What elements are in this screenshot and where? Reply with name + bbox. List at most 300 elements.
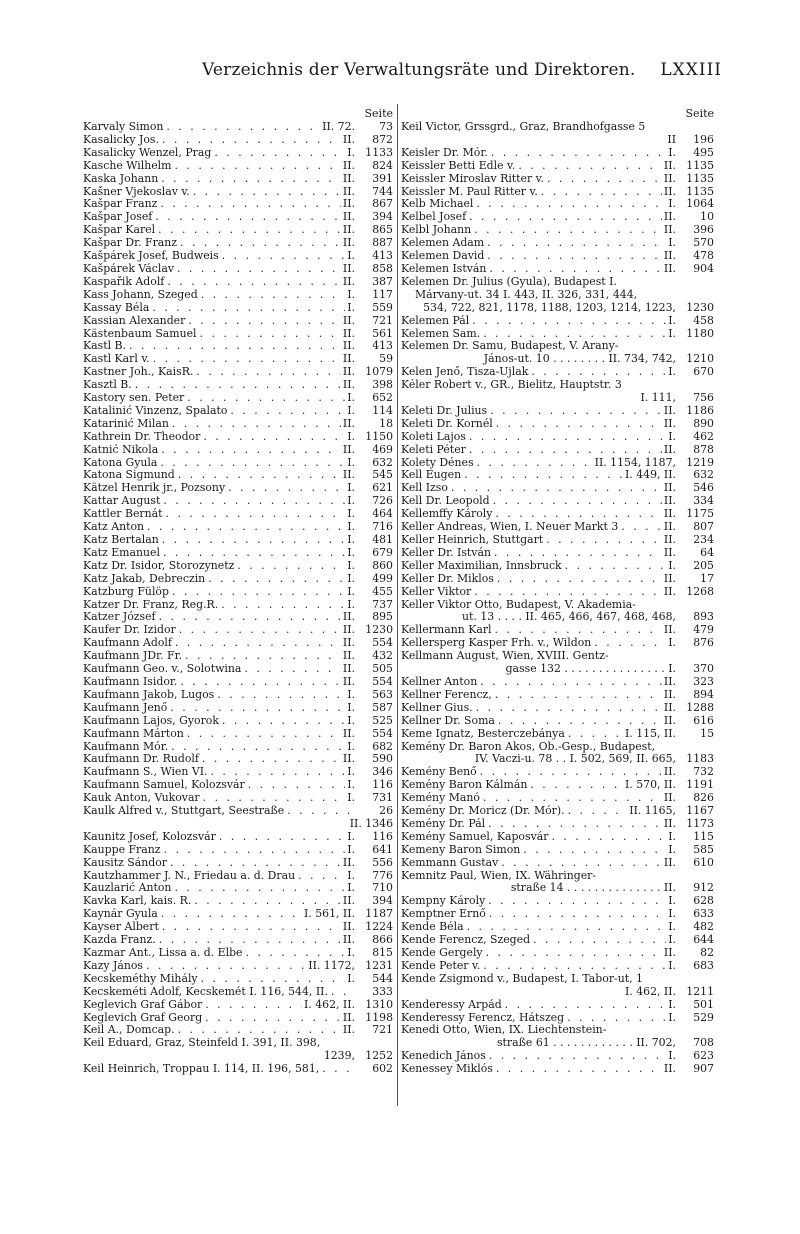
entry-page: 756 (693, 391, 714, 405)
entry-volume: I. (668, 237, 676, 250)
index-entry (83, 160, 393, 173)
leader-dots (184, 392, 345, 405)
leader-dots (548, 831, 666, 844)
entry-page: 1167 (686, 805, 714, 818)
index-entry (83, 689, 393, 702)
entry-name: Kelemen Dr. Julius (Gyula), Budapest I. (401, 275, 617, 288)
entry-page: 1064 (686, 198, 714, 211)
entry-name: Katz Anton (83, 521, 145, 534)
leader-dots (172, 637, 341, 650)
leader-dots (491, 547, 662, 560)
leader-dots (191, 895, 341, 908)
entry-volume: I. 570, II. (624, 779, 676, 792)
page-header (82, 60, 722, 88)
leader-dots (473, 198, 666, 211)
entry-page: 858 (372, 262, 393, 275)
entry-page: 398 (372, 379, 393, 392)
entry-page: 1230 (686, 300, 714, 314)
entry-page: 570 (693, 237, 714, 250)
entry-page: 865 (372, 224, 393, 237)
entry-volume: II. (663, 404, 676, 417)
entry-page: 554 (372, 637, 393, 650)
entry-name: Kende Béla (401, 921, 464, 934)
entry-page: 1175 (686, 508, 714, 521)
entry-name: Keleti Dr. Julius (401, 404, 488, 417)
entry-name: Kašpar Josef (83, 211, 153, 224)
continuation-text: 534, 722, 821, 1178, 1188, 1203, 1214, 1223, (423, 300, 676, 314)
index-entry (401, 173, 714, 186)
entry-volume: I. (347, 740, 355, 753)
entry-volume: I. (668, 998, 676, 1011)
entry-name: Kasche Wilhelm (83, 159, 172, 172)
entry-name: Keleti Dr. Kornél (401, 417, 493, 430)
entry-volume: II. (663, 766, 676, 779)
entry-volume: II. (663, 534, 676, 546)
index-entry (83, 753, 393, 766)
entry-volume: I. (347, 146, 355, 159)
entry-name: Kemptner Ernő (401, 908, 486, 921)
entry-page: 26 (379, 805, 393, 818)
entry-page: 505 (372, 663, 393, 676)
entry-volume: I. (347, 688, 355, 701)
index-entry (401, 973, 714, 986)
leader-dots (143, 960, 306, 973)
entry-name: Kasalicky Wenzel, Prag (83, 146, 212, 159)
entry-page: 1310 (365, 998, 393, 1011)
entry-volume: II. (342, 637, 355, 650)
entry-volume: I. (347, 456, 355, 469)
entry-volume: I. 462, II. (303, 998, 355, 1011)
entry-volume: I. 449, II. (624, 469, 676, 482)
index-entry (83, 521, 393, 534)
entry-page: 628 (693, 895, 714, 908)
leader-dots (200, 792, 346, 805)
entry-page: 333 (372, 985, 393, 998)
entry-name: Kemnitz Paul, Wien, IX. Währinger- (401, 869, 597, 882)
leader-dots (284, 805, 353, 818)
entry-name: Kaska Johann (83, 172, 159, 185)
index-entry (83, 999, 393, 1012)
entry-name: Kellermann Karl (401, 624, 492, 637)
entry-name: Katalinić Vinzenz, Spalato (83, 404, 228, 417)
leader-dots (486, 908, 666, 921)
index-entry (401, 921, 714, 934)
index-entry (83, 934, 393, 947)
entry-volume: I. (347, 534, 355, 546)
entry-name: Kašpar Dr. Franz (83, 237, 178, 250)
entry-volume: II. (342, 650, 355, 663)
index-entry (83, 741, 393, 754)
entry-volume: I. (347, 404, 355, 417)
entry-page: 413 (372, 340, 393, 353)
leader-dots (185, 315, 341, 328)
index-entry (401, 431, 714, 444)
leader-dots (471, 586, 662, 599)
index-entry (401, 534, 714, 547)
entry-continuation (401, 1037, 714, 1050)
entry-page: 876 (693, 637, 714, 650)
entry-name: Keil Victor, Grssgrd., Graz, Brandhofgasse 5 (401, 121, 646, 133)
entry-name: Kelbel Josef (401, 211, 467, 224)
leader-dots (200, 431, 345, 444)
entry-name: Keme Ignatz, Besterczebánya (401, 727, 565, 740)
entry-page: 716 (372, 521, 393, 534)
entry-volume: II. (342, 159, 355, 172)
leader-dots (163, 121, 320, 134)
index-entry (83, 353, 393, 366)
entry-volume: I. (668, 908, 676, 921)
leader-dots (227, 405, 345, 418)
entry-name: Kenessey Miklós (401, 1063, 493, 1076)
entry-volume: II. (342, 366, 355, 379)
index-entry (83, 392, 393, 405)
entry-volume: I. (347, 843, 355, 856)
entry-name: Keil A., Domcap. (83, 1024, 175, 1037)
index-entry (83, 766, 393, 779)
entry-name: Kemény Dr. Baron Akos, Ob.-Gesp., Budapest, (401, 740, 656, 753)
entry-page: 18 (379, 417, 393, 430)
entry-name: Kass Johann, Szeged (83, 288, 198, 301)
leader-dots (160, 547, 345, 560)
entry-page: 1133 (365, 146, 393, 159)
entry-name: Kell Izso (401, 482, 448, 495)
entry-page: 1180 (686, 327, 714, 340)
leader-dots (126, 340, 341, 353)
leader-dots (169, 418, 341, 431)
leader-dots (202, 1012, 341, 1025)
entry-page: 872 (372, 133, 393, 146)
entry-page: 114 (372, 404, 393, 417)
entry-page: 1230 (365, 624, 393, 637)
index-entry (401, 263, 714, 276)
entry-name: Kelb Michael (401, 198, 474, 211)
continuation-text: straße 14 . . . . . . . . . . . . . . II. (510, 881, 676, 895)
entry-page: 890 (693, 417, 714, 430)
leader-dots (591, 637, 666, 650)
index-entry (83, 405, 393, 418)
index-entry (83, 469, 393, 482)
index-entry (83, 586, 393, 599)
entry-name: Keglevich Graf Georg (83, 1011, 203, 1024)
entry-volume: I. 115, II. (624, 727, 676, 740)
entry-page: 737 (372, 598, 393, 611)
entry-page: 458 (693, 314, 714, 327)
index-entry (401, 637, 714, 650)
entry-page: 708 (693, 1036, 714, 1050)
leader-dots (158, 444, 341, 457)
entry-page: 641 (372, 843, 393, 856)
entry-name: Kenedich János (401, 1050, 486, 1063)
leader-dots (490, 495, 662, 508)
index-entry (83, 1063, 393, 1076)
entry-name: Kaufmann Geo. v., Solotwina (83, 663, 242, 676)
entry-page: 115 (693, 830, 714, 843)
entry-volume: I. (668, 959, 676, 972)
index-entry (83, 366, 393, 379)
index-entry (83, 857, 393, 870)
leader-dots (488, 147, 666, 160)
index-entry (83, 250, 393, 263)
entry-volume: II. (663, 417, 676, 430)
index-entry (83, 276, 393, 289)
index-entry (83, 882, 393, 895)
leader-dots (466, 431, 666, 444)
entry-name: Kelemen István (401, 262, 487, 275)
index-entry (83, 457, 393, 470)
entry-volume: I. (347, 869, 355, 882)
entry-page: 544 (372, 972, 393, 985)
entry-page: 323 (693, 675, 714, 688)
entry-name: Kastl Karl v. (83, 353, 150, 366)
entry-volume: II. (342, 262, 355, 275)
entry-page: 525 (372, 714, 393, 727)
entry-page: 432 (372, 650, 393, 663)
entry-volume: I. (347, 830, 355, 843)
entry-name: Keil Heinrich, Troppau I. 114, II. 196, 581, (83, 1063, 320, 1076)
entry-name: Kauk Anton, Vukovar (83, 792, 200, 805)
leader-dots (473, 702, 662, 715)
index-entry (401, 160, 714, 173)
leader-dots (562, 560, 667, 573)
index-entry (401, 121, 714, 134)
entry-name: Kätzel Henrik jr., Pozsony (83, 482, 226, 495)
leader-dots (461, 469, 623, 482)
leader-dots (205, 573, 345, 586)
entry-name: Kästenbaum Samuel (83, 327, 197, 340)
entry-name: Katona Gyula (83, 456, 158, 469)
entry-continuation (401, 611, 714, 624)
entry-name: Kemény Baron Kálmán (401, 779, 528, 792)
index-entry (83, 508, 393, 521)
entry-name: Kellner Anton (401, 675, 478, 688)
index-entry (401, 1012, 714, 1025)
leader-dots (225, 482, 345, 495)
index-entry (401, 315, 714, 328)
index-entry (401, 831, 714, 844)
entry-name: Keller Maximilian, Innsbruck (401, 559, 562, 572)
index-entry (401, 521, 714, 534)
entry-name: Kellner Ferencz, (401, 688, 492, 701)
entry-name: Kathrein Dr. Theodor (83, 430, 201, 443)
leader-dots (565, 728, 623, 741)
entry-volume: II. (663, 224, 676, 237)
entry-page: 464 (372, 508, 393, 521)
entry-page: 1186 (686, 404, 714, 417)
entry-name: Kenderessy Arpád (401, 998, 502, 1011)
entry-name: Katarinić Milan (83, 417, 169, 430)
entry-page: 590 (372, 753, 393, 766)
entry-volume: II. (342, 1024, 355, 1037)
index-column-left (83, 106, 393, 1076)
index-entry (83, 173, 393, 186)
leader-dots (132, 379, 341, 392)
entry-page: 82 (700, 947, 714, 959)
entry-volume: II. (663, 947, 676, 959)
entry-name: Kašpar Karel (83, 224, 156, 237)
leader-dots (477, 766, 662, 779)
leader-dots (538, 186, 662, 199)
entry-volume: II. (342, 314, 355, 327)
entry-name: Kende Zsigmond v., Budapest, I. Tabor-ut, 1 (401, 972, 643, 985)
index-entry (401, 728, 714, 741)
entry-name: Kenderessy Ferencz, Hátszeg (401, 1011, 565, 1024)
index-entry (83, 728, 393, 741)
index-entry (83, 121, 393, 134)
index-entry (401, 211, 714, 224)
entry-volume: II. (342, 211, 355, 224)
entry-page: 554 (372, 727, 393, 740)
entry-name: Kaufmann Isidor. (83, 675, 178, 688)
index-entry (401, 934, 714, 947)
entry-name: Kende Peter v. (401, 959, 481, 972)
entry-name: Kastl B. (83, 340, 127, 353)
entry-volume: I. (347, 766, 355, 779)
index-entry (401, 586, 714, 599)
index-entry (83, 986, 393, 999)
entry-page: 545 (372, 469, 393, 482)
entry-page: 610 (693, 856, 714, 869)
entry-page: 895 (372, 611, 393, 624)
index-entry (83, 211, 393, 224)
index-entry (401, 366, 714, 379)
entry-page: 633 (693, 908, 714, 921)
entry-volume: I. (347, 495, 355, 508)
entry-name: Keissler Betti Edle v. (401, 159, 516, 172)
index-entry (83, 805, 393, 818)
entry-volume: II. (342, 275, 355, 288)
entry-name: Kellmann August, Wien, XVIII. Gentz- (401, 650, 609, 663)
continuation-text: IV. Vaczi-u. 78 . . I. 502, 569, II. 665, (474, 752, 676, 766)
leader-dots (492, 624, 662, 637)
entry-volume: II. 1154, 1187, (594, 456, 676, 469)
entry-volume: I. (347, 585, 355, 598)
entry-volume: I. (668, 830, 676, 843)
entry-name: Keller Dr. István (401, 546, 491, 559)
entry-page: 387 (372, 275, 393, 288)
continuation-text: II (667, 132, 676, 146)
entry-volume: II. (663, 1063, 676, 1076)
entry-name: Katz Dr. Isidor, Storozynetz (83, 559, 235, 572)
leader-dots (485, 895, 666, 908)
entry-page: 860 (372, 559, 393, 572)
index-entry (401, 689, 714, 702)
leader-dots (171, 160, 340, 173)
entry-volume: II. 72. (322, 121, 355, 133)
index-entry (83, 844, 393, 857)
leader-dots (157, 198, 341, 211)
entry-continuation (401, 986, 714, 999)
entry-volume: I. (668, 1050, 676, 1063)
entry-volume: II. (342, 469, 355, 482)
entry-name: Kaufmann Samuel, Kolozsvár (83, 779, 245, 792)
entry-page: 117 (372, 288, 393, 301)
entry-volume: II. (342, 224, 355, 237)
index-entry (401, 766, 714, 779)
entry-name: Kemény Samuel, Kaposvár (401, 830, 549, 843)
entry-name: Kaufmann JDr. Fr. (83, 650, 183, 663)
continuation-text: János-ut. 10 . . . . . . . . II. 734, 742, (483, 352, 676, 366)
index-entry (401, 328, 714, 341)
entry-name: Kaufmann Dr. Rudolf (83, 753, 199, 766)
index-entry (401, 702, 714, 715)
entry-page: 1173 (686, 817, 714, 830)
entry-volume: I. (347, 559, 355, 572)
leader-dots (245, 779, 345, 792)
leader-dots (167, 857, 341, 870)
leader-dots (158, 173, 341, 186)
leader-dots (176, 624, 341, 637)
entry-page: 632 (372, 456, 393, 469)
entry-page: 682 (372, 740, 393, 753)
index-entry (83, 302, 393, 315)
entry-volume: I. 561, II. (303, 908, 355, 921)
index-entry (401, 676, 714, 689)
entry-page: 878 (693, 443, 714, 456)
entry-name: Kašner Vjekoslav v. (83, 185, 190, 198)
leader-dots (193, 366, 341, 379)
entry-volume: II. (663, 159, 676, 172)
index-entry (401, 418, 714, 431)
entry-page: 776 (372, 869, 393, 882)
index-entry (401, 508, 714, 521)
leader-dots (484, 237, 666, 250)
entry-page: 1150 (365, 430, 393, 443)
index-entry (83, 831, 393, 844)
entry-volume: II. (663, 482, 676, 495)
index-entry (401, 547, 714, 560)
entry-page: 1224 (365, 921, 393, 934)
leader-dots (159, 134, 341, 147)
entry-volume: I. (668, 921, 676, 934)
entry-name: Kecskeméti Adolf, Kecskemét I. 116, 544, II. (83, 985, 328, 998)
entry-page: 116 (372, 830, 393, 843)
entry-volume: II. (342, 340, 355, 353)
entry-page: 1135 (686, 185, 714, 198)
index-entry (401, 495, 714, 508)
entry-page: 469 (372, 443, 393, 456)
entry-name: Kastner Joh., KaisR. (83, 366, 194, 379)
entry-volume: II. (663, 211, 676, 224)
page-number: LXXIII (660, 60, 722, 80)
entry-name: Katz Jakab, Debreczin (83, 572, 206, 585)
entry-page: 679 (372, 546, 393, 559)
entry-name: Kazy János (83, 959, 143, 972)
index-entry (83, 611, 393, 624)
entry-volume: II. (663, 521, 676, 534)
leader-dots (528, 366, 666, 379)
index-entry (83, 779, 393, 792)
leader-dots (466, 211, 662, 224)
entry-name: Kemmann Gustav (401, 856, 499, 869)
entry-continuation (401, 302, 714, 315)
entry-page: 1268 (686, 585, 714, 598)
entry-page: 1135 (686, 172, 714, 185)
entry-name: Kelen Jenő, Tisza-Ujlak (401, 366, 529, 379)
entry-volume: II. (663, 572, 676, 585)
index-entry (401, 792, 714, 805)
entry-volume: II. (342, 353, 355, 366)
continuation-text: 1239, (323, 1049, 355, 1063)
leader-dots (198, 289, 346, 302)
entry-name: Kassay Béla (83, 301, 150, 314)
entry-name: Kayser Albert (83, 921, 159, 934)
entry-page: 652 (372, 392, 393, 405)
index-entry (83, 663, 393, 676)
entry-continuation (401, 134, 714, 147)
leader-dots (207, 766, 345, 779)
entry-volume: I. (347, 508, 355, 521)
entry-volume: I. (668, 1011, 676, 1024)
